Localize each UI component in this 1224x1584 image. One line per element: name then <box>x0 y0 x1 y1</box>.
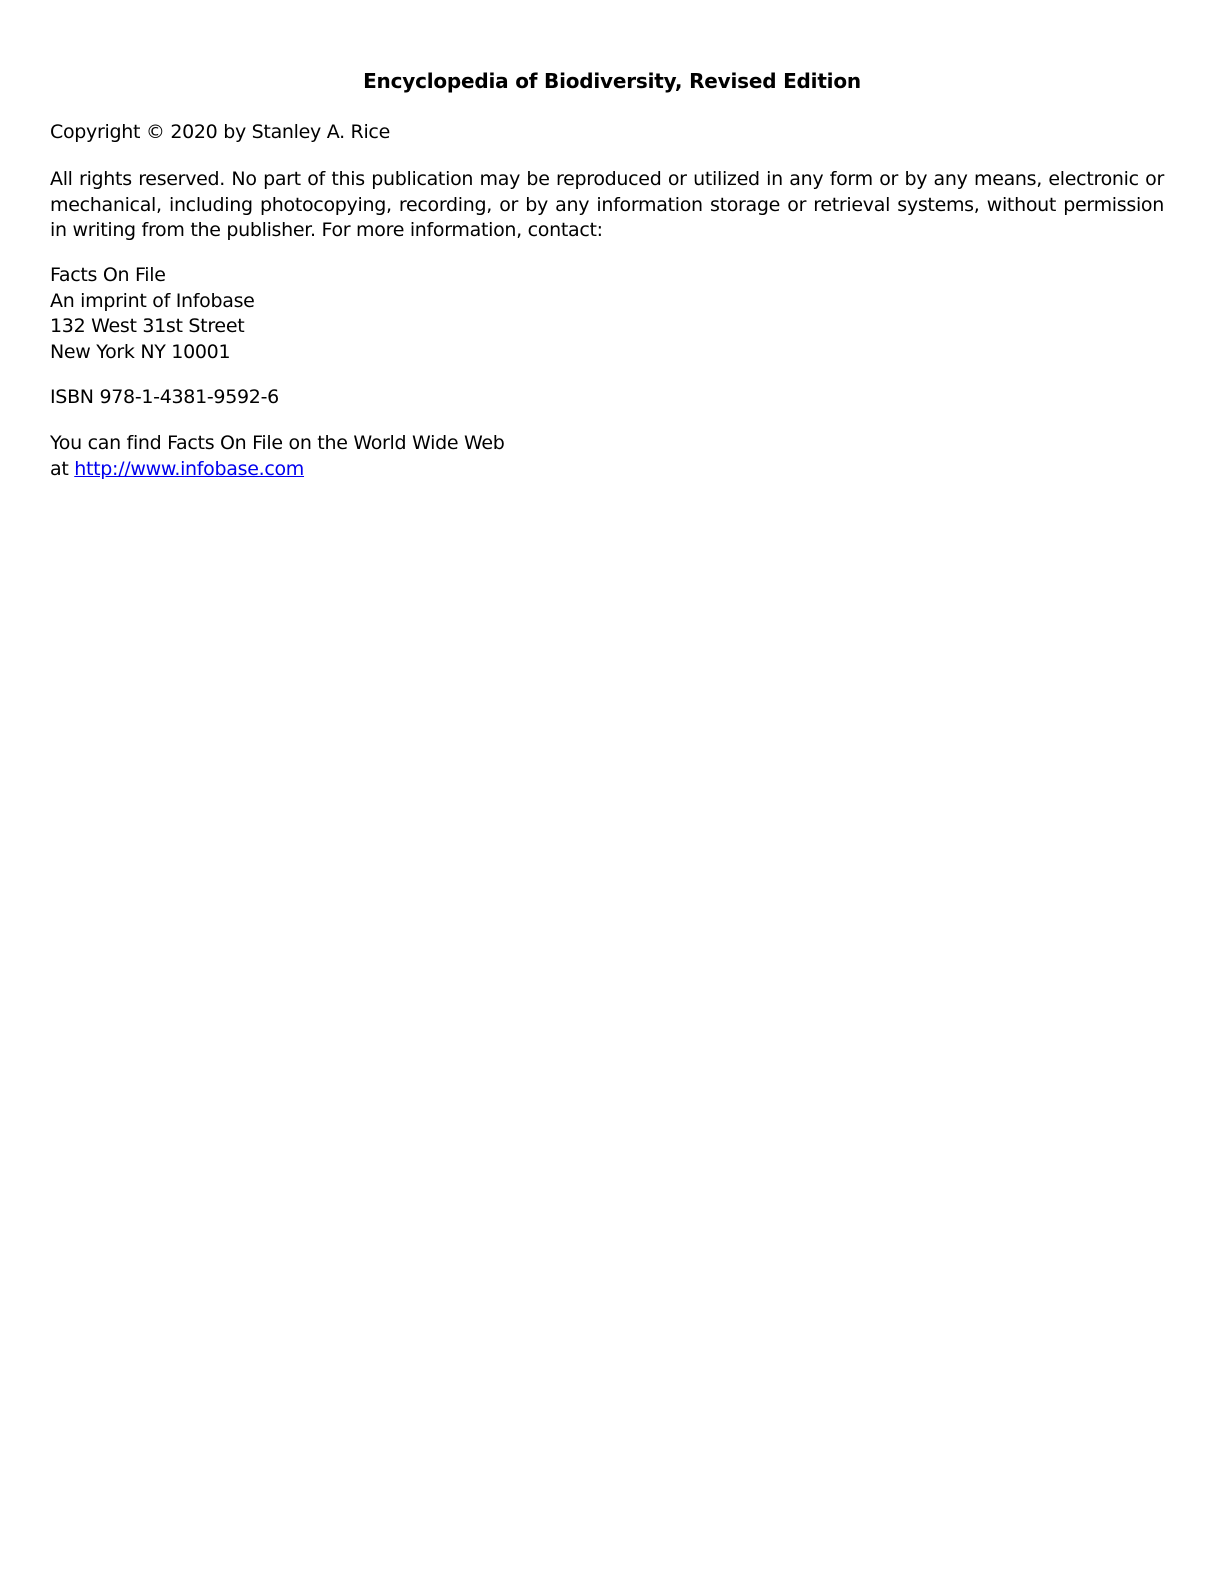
page-title: Encyclopedia of Biodiversity, Revised Edition <box>363 69 861 93</box>
web-link-prefix: at <box>50 457 69 480</box>
web-info <box>50 431 1164 482</box>
publisher-address <box>50 263 1164 365</box>
web-info-link-line <box>50 457 1164 483</box>
rights-paragraph: All rights reserved. No part of this publication may be reproduced or utilized in any form or by any means, electronic or mechanical, including photocopying, recording, or by any information storage or retrieval systems, without permission in writing from the publisher. For more information, contact: <box>50 168 1164 241</box>
address-line-imprint: An imprint of Infobase <box>50 289 255 312</box>
copyright-notice: Copyright © 2020 by Stanley A. Rice <box>50 121 390 143</box>
address-line-street: 132 West 31st Street <box>50 315 245 337</box>
web-info-text: You can find Facts On File on the World Wide Web <box>50 432 505 454</box>
infobase-website-link[interactable]: http://www.infobase.com <box>74 457 305 480</box>
isbn-number: ISBN 978-1-4381-9592-6 <box>50 386 279 408</box>
address-line-city: New York NY 10001 <box>50 340 231 363</box>
address-line-publisher: Facts On File <box>50 264 166 286</box>
